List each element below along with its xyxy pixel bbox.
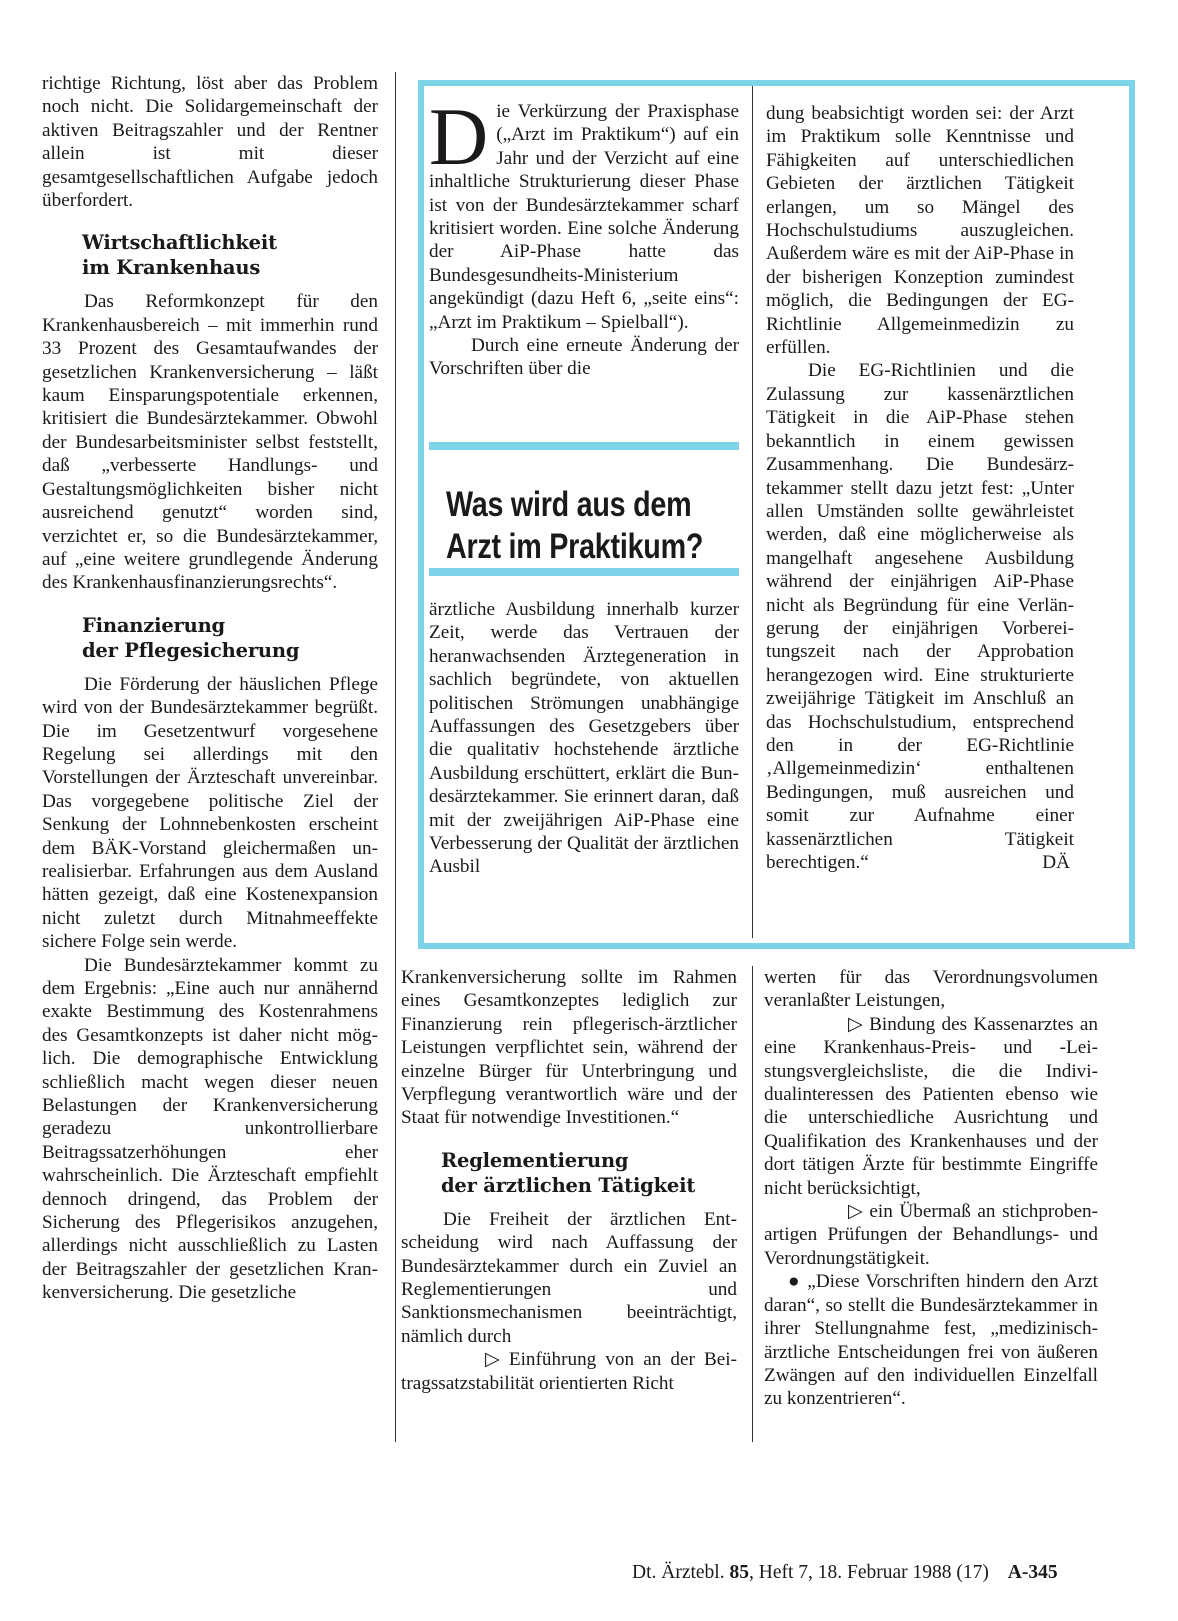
issue-date: , Heft 7, 18. Februar 1988 (17) [748, 1562, 989, 1583]
column-divider [752, 966, 753, 1442]
triangle-bullet-icon: ▷ [848, 1201, 863, 1223]
paragraph: Durch eine erneute Änderung der Vorschriften über die [429, 335, 739, 380]
paragraph: Das Reformkonzept für den Krankenhausbereich – mit immerhin rund 33 Prozent des Gesamtaufwandes der gesetzlichen Krankenversicherung – läßt kaum Einsparungspotentiale erkennen, kritisiert die Bundesärztekammer. Obwohl der Bundesarbeitsminister selbst feststellt, daß „verbesserte Handlungs- und Gestaltungsmöglichkeiten bisher nicht ausreichend genutzt“ worden sind, verzichtet er, so die Bundesärztekammer, auf „eine weitere grundlegende Änderung des Krankenhausfinanzierungsrechts“. [42, 291, 378, 594]
paragraph: Die Freiheit der ärztlichen Entscheidung wird nach Auffassung der Bundesärztekammer durch ein Zuviel an Reglementierungen und Sanktionsmechanismen beeinträchtigt, nämlich durch [401, 1208, 737, 1347]
paragraph: Die EG-Richtlinien und die Zulassung zur kassenärztlichen Tätigkeit in die AiP-Phase stehen bekanntlich in einem gewissen Zusammenhang. Die Bundesärztekammer stellt dazu jetzt fest: „Unter allen Umständen sollte gewährleistet werden, daß eine möglicherweise als mangelhaft angesehene Ausbildung während der einjährigen AiP-Phase nicht als Begründung für eine Verlängerung der einjährigen Vorbereitungszeit nach der Approbation herangezogen wird. Eine strukturierte zweijährige Tätigkeit im Anschluß an das Hochschulstudium, entsprechend den in der EG-Richtlinie ‚Allgemeinmedizin‘ enthaltenen Bedingungen, muß ausreichen und somit zur Aufnahme einer kassenärztlichen Tätigkeit berechtigen.“ DÄ [766, 360, 1074, 873]
column-middle [401, 966, 737, 1395]
volume-number: 85 [729, 1562, 749, 1583]
page-footer [632, 1562, 1058, 1584]
box-column-left [429, 91, 739, 381]
drop-cap: D [429, 91, 489, 182]
column-right [764, 966, 1098, 1411]
triangle-bullet-icon: ▷ [848, 1013, 863, 1035]
author-signature: DÄ [1042, 852, 1070, 873]
headline-bar-top [429, 442, 739, 450]
dot-bullet-icon: ● [788, 1271, 802, 1293]
box-column-right [766, 102, 1074, 874]
box-column-divider [752, 86, 753, 938]
paragraph: richtige Richtung, löst aber das Problem noch nicht. Die Solidargemeinschaft der aktiven Beitragszahler und der Rentner allein ist mit dieser gesamtgesellschaftlichen Aufgabe jedoch überfordert. [42, 73, 378, 212]
paragraph: Krankenversicherung sollte im Rahmen eines Gesamtkonzeptes lediglich zur Finanzierung rein pflegerisch-ärztlicher Leistungen verpflichtet sein, während der einzelne Bürger für Unterbringung und Verpflegung verantwortlich wäre und der Staat für notwendige Investitionen.“ [401, 967, 737, 1129]
box-column-left-lower [429, 598, 739, 879]
paragraph: werten für das Verordnungsvolumen veranlaßter Leistungen, [764, 967, 1098, 1012]
page-number: A-345 [1007, 1562, 1058, 1583]
paragraph: ärztliche Ausbildung innerhalb kurzer Zeit, werde das Vertrauen der heranwachsenden Ärztegeneration in sachlich begründete, von aktuellen politischen Strömungen unabhängige Auffassungen des Gesetzgebers über die qualitativ hochstehende ärztliche Ausbildung erschüttert, erklärt die Bundesärztekammer. Sie erinnert daran, daß mit der zweijährigen AiP-Phase eine Verbesserung der Qualität der ärztlichen Ausbil [429, 599, 739, 878]
list-item: ▷ Einführung von an der Beitragssatzstabilität orientierten Richt [401, 1349, 738, 1394]
paragraph: Die Förderung der häuslichen Pflege wird von der Bundesärztekammer begrüßt. Die im Gesetzentwurf vorgesehene Regelung sei allerdings mit den Vorstellungen der Ärzteschaft unvereinbar. Das vorgegebene politische Ziel der Senkung der Lohnnebenkosten erscheint dem BÄK-Vorstand gleichermaßen unrealisierbar. Erfahrungen aus dem Ausland hätten gezeigt, daß eine Kostenexpansion nicht zuletzt durch Mitnahmeeffekte sichere Folge sein werde. [42, 673, 378, 953]
paragraph: Die Bundesärztekammer kommt zu dem Ergebnis: „Eine auch nur annähernd exakte Bestimmung des Kostenrahmens des Gesamtkonzepts ist daher nicht möglich. Die demographische Entwicklung schließlich macht wegen dieser neuen Belastungen der Krankenversicherung geradezu unkontrollierbare Beitragssatzerhöhungen eher wahrscheinlich. Die Ärzteschaft empfiehlt dennoch dringend, das Problem der Sicherung des Pflegerisikos anzugehen, allerdings nicht ausschließlich zu Lasten der Beitragszahler der gesetzlichen Krankenversicherung. Die gesetzliche [42, 954, 378, 1304]
subheading-wirtschaftlichkeit: Wirtschaftlichkeit im Krankenhaus [82, 231, 277, 280]
article-headline: Was wird aus dem Arzt im Praktikum? [446, 485, 704, 566]
paragraph-lead: Die Verkürzung der Praxisphase („Arzt im Praktikum“) auf ein Jahr und der Verzicht auf eine inhaltliche Strukturierung dieser Phase ist von der Bundesärztekammer scharf kritisiert worden. Eine solche Änderung der AiP-Phase hatte das Bundesgesundheits-Ministerium angekündigt (dazu Heft 6, „seite eins“: „Arzt im Praktikum – Spielball“). [429, 91, 739, 333]
paragraph: dung beabsichtigt worden sei: der Arzt im Praktikum solle Kenntnisse und Fähigkeiten auf unterschiedlichen Gebieten der ärztlichen Tätigkeit erlangen, um so Mängel des Hochschulstudiums auszugleichen. Außerdem wäre es mit der AiP-Phase in der bisherigen Konzeption zumindest möglich, die Bedingungen der EG-Richtlinie Allgemeinmedizin zu erfüllen. [766, 103, 1074, 359]
list-item: ▷ Bindung des Kassenarztes an eine Krankenhaus-Preis- und -Leistungsvergleichsliste, die die Individualinteressen des Patienten ebenso wie die unterschiedliche Ausrichtung und Qualifikation des Krankenhauses und der dort tätigen Ärzte für bestimmte Eingriffe nicht berücksichtigt, [764, 1013, 1098, 1199]
list-item: ▷ ein Übermaß an stichprobenartigen Prüfungen der Behandlungs- und Verordnungstätigkeit. [764, 1201, 1098, 1269]
triangle-bullet-icon: ▷ [485, 1349, 500, 1371]
journal-name: Dt. Ärztebl. [632, 1562, 730, 1583]
headline-bar-bottom [429, 568, 739, 576]
column-left [42, 72, 378, 1305]
subheading-reglementierung: Reglementierung der ärztlichen Tätigkeit [441, 1148, 696, 1197]
list-item: ● „Diese Vorschriften hindern den Arzt daran“, so stellt die Bundesärztekammer in ihrer Stellungnahme fest, „medizinisch-ärztliche Entscheidungen frei von äußeren Zwängen auf den individuellen Einzelfall zu konzentrieren“. [764, 1271, 1098, 1410]
subheading-finanzierung: Finanzierung der Pflegesicherung [82, 613, 300, 662]
column-divider [395, 72, 396, 1442]
